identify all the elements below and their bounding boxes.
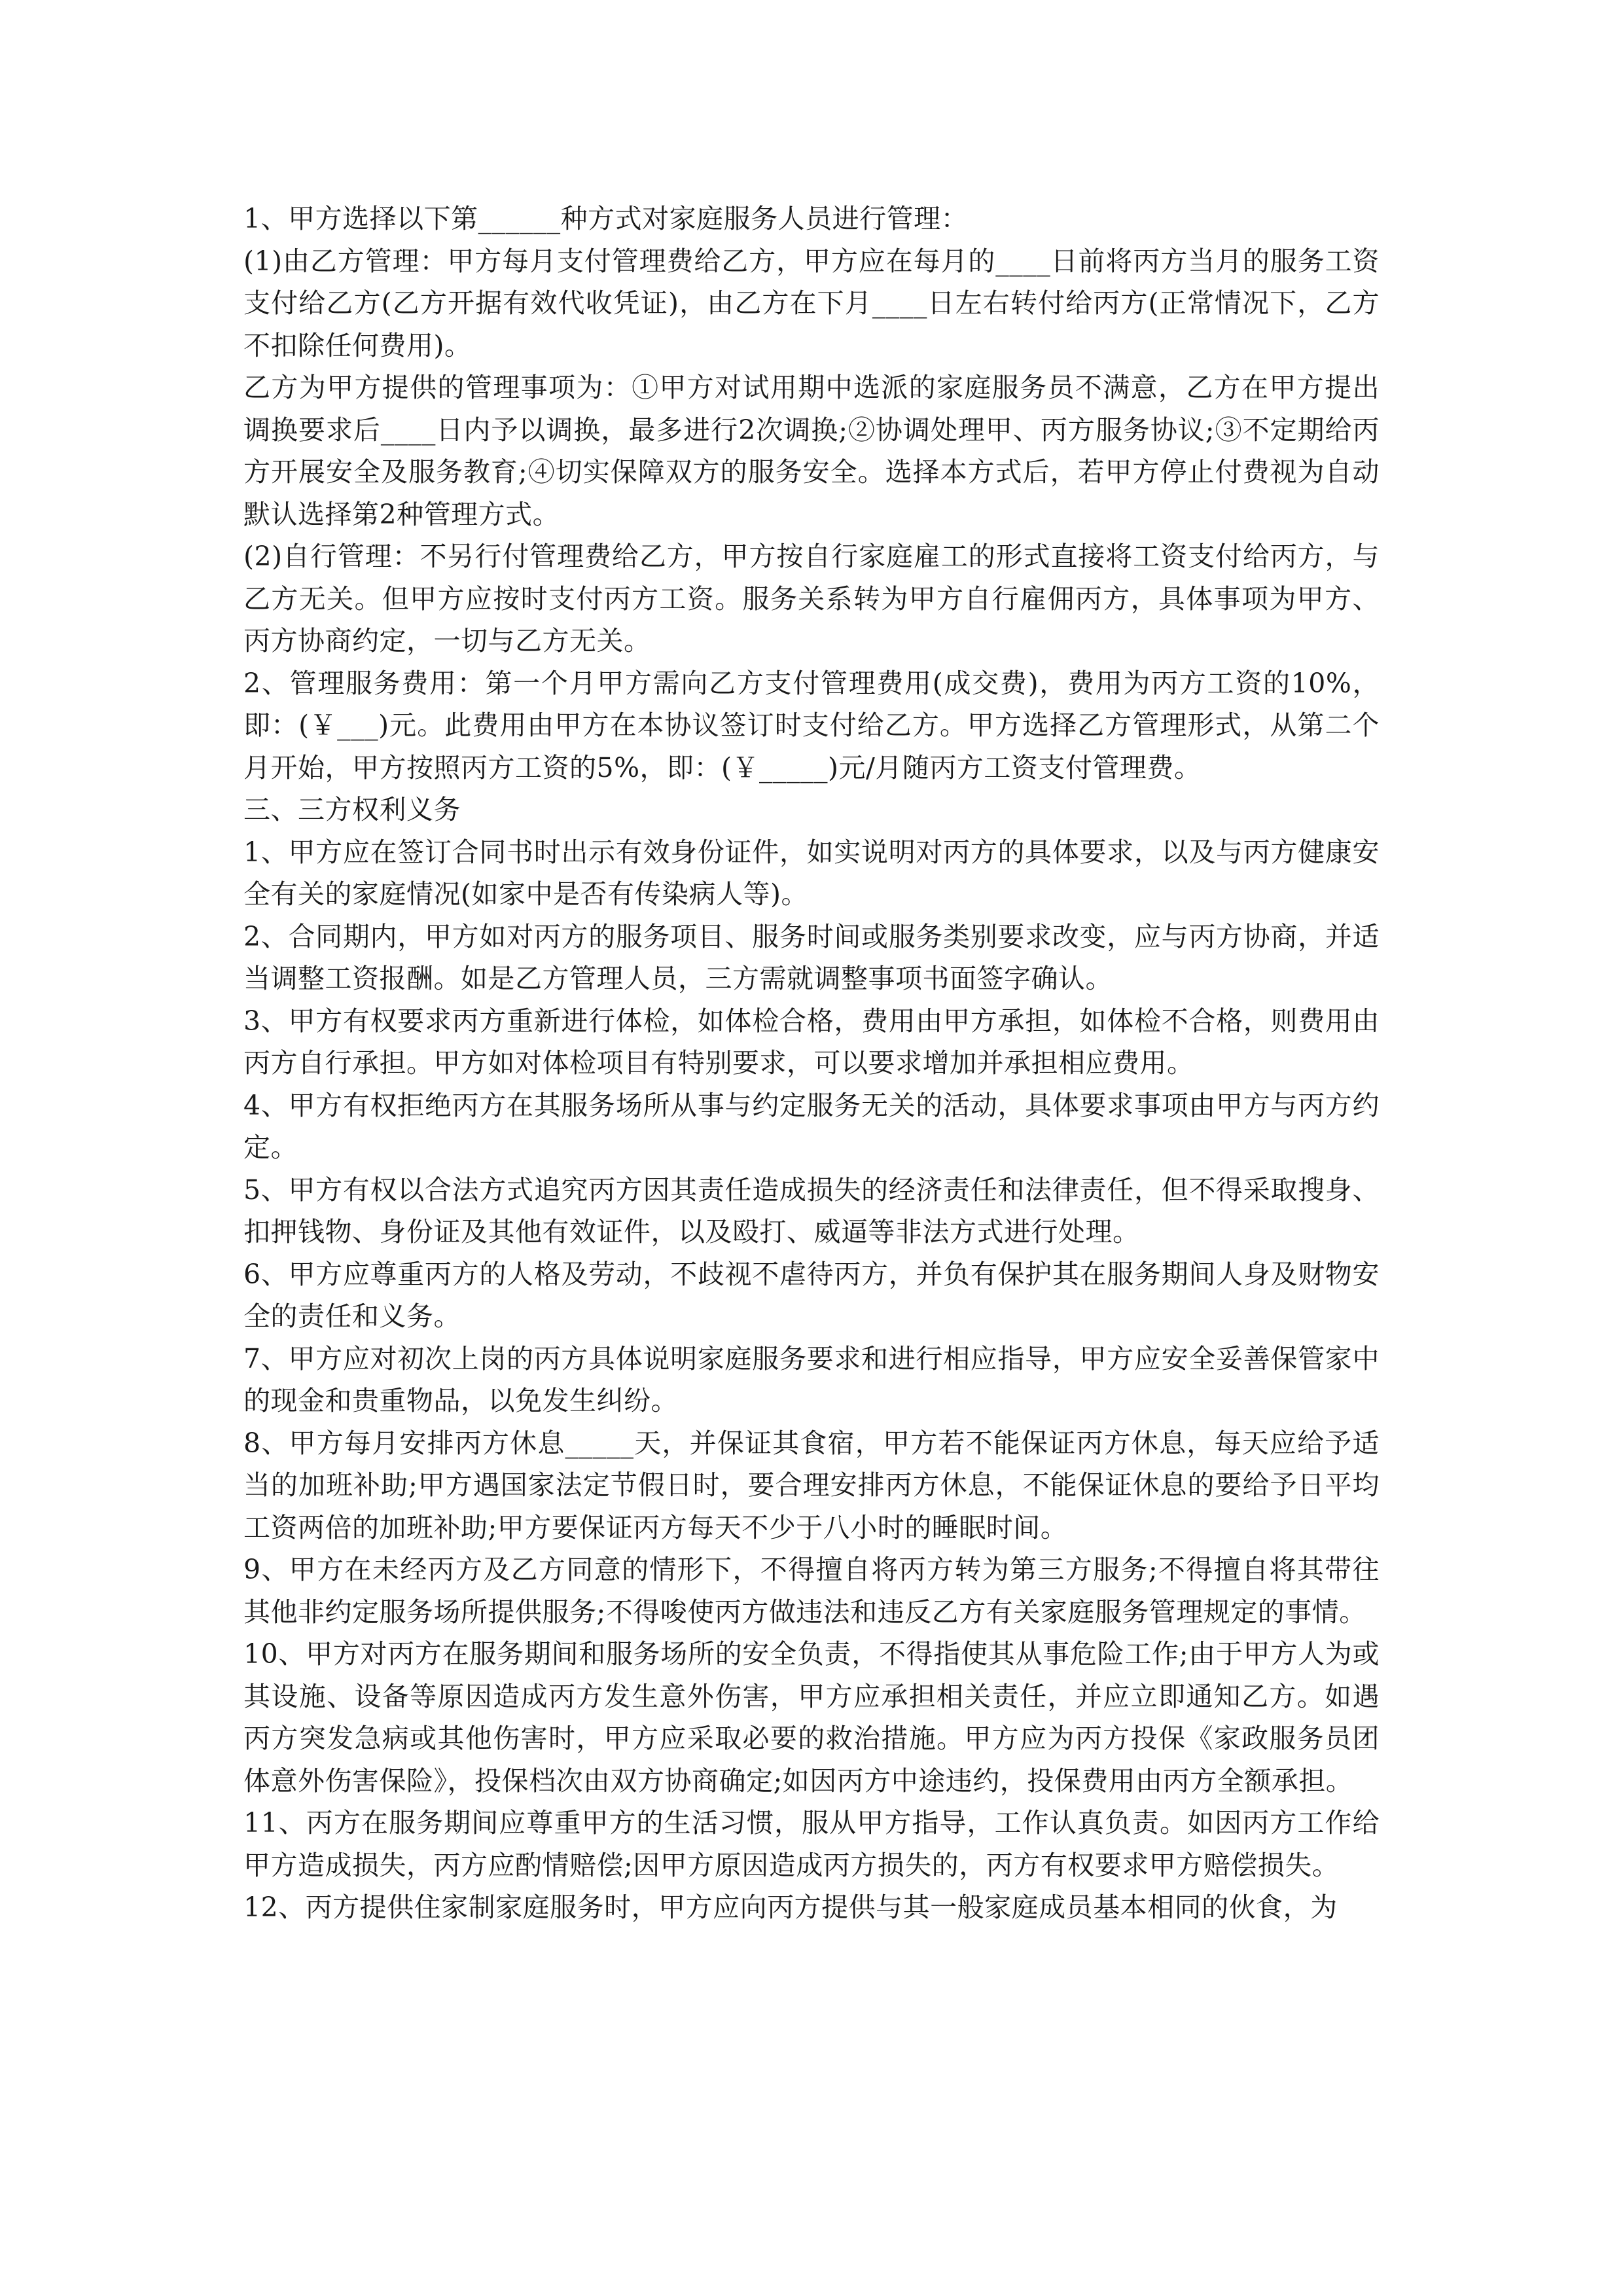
- clause-right-2: 2、合同期内，甲方如对丙方的服务项目、服务时间或服务类别要求改变，应与丙方协商，并适当调整工资报酬。如是乙方管理人员，三方需就调整事项书面签字确认。: [243, 920, 1380, 994]
- clause-right-12: 12、丙方提供住家制家庭服务时，甲方应向丙方提供与其一般家庭成员基本相同的伙食，为: [243, 1892, 1338, 1923]
- clause-right-4: 4、甲方有权拒绝丙方在其服务场所从事与约定服务无关的活动，具体要求事项由甲方与丙方约定。: [243, 1089, 1380, 1163]
- clause-right-7: 7、甲方应对初次上岗的丙方具体说明家庭服务要求和进行相应指导，甲方应安全妥善保管家中的现金和贵重物品，以免发生纠纷。: [243, 1342, 1380, 1416]
- clause-right-5: 5、甲方有权以合法方式追究丙方因其责任造成损失的经济责任和法律责任，但不得采取搜身、扣押钱物、身份证及其他有效证件，以及殴打、威逼等非法方式进行处理。: [243, 1174, 1380, 1247]
- clause-right-10: 10、甲方对丙方在服务期间和服务场所的安全负责，不得指使其从事危险工作;由于甲方人为或其设施、设备等原因造成丙方发生意外伤害，甲方应承担相关责任，并应立即通知乙方。如遇丙方突发急病或其他伤害时，甲方应采取必要的救治措施。甲方应为丙方投保《家政服务员团体意外伤害保险》，投保档次由双方协商确定;如因丙方中途违约，投保费用由丙方全额承担。: [243, 1638, 1380, 1797]
- section-heading-rights-obligations: 三、三方权利义务: [243, 794, 461, 825]
- clause-right-8: 8、甲方每月安排丙方休息_____天，并保证其食宿，甲方若不能保证丙方休息，每天应给予适当的加班补助;甲方遇国家法定节假日时，要合理安排丙方休息，不能保证休息的要给予日平均工资两倍的加班补助;甲方要保证丙方每天不少于八小时的睡眠时间。: [243, 1427, 1380, 1543]
- clause-right-11: 11、丙方在服务期间应尊重甲方的生活习惯，服从甲方指导，工作认真负责。如因丙方工作给甲方造成损失，丙方应酌情赔偿;因甲方原因造成丙方损失的，丙方有权要求甲方赔偿损失。: [243, 1807, 1380, 1881]
- clause-party-b-management-items: 乙方为甲方提供的管理事项为：①甲方对试用期中选派的家庭服务员不满意，乙方在甲方提出调换要求后____日内予以调换，最多进行2次调换;②协调处理甲、丙方服务协议;③不定期给丙方开展安全及服务教育;④切实保障双方的服务安全。选择本方式后，若甲方停止付费视为自动默认选择第2种管理方式。: [243, 372, 1380, 530]
- clause-right-1: 1、甲方应在签订合同书时出示有效身份证件，如实说明对丙方的具体要求，以及与丙方健康安全有关的家庭情况(如家中是否有传染病人等)。: [243, 836, 1380, 910]
- document-body: [243, 198, 1380, 1929]
- clause-right-9: 9、甲方在未经丙方及乙方同意的情形下，不得擅自将丙方转为第三方服务;不得擅自将其带往其他非约定服务场所提供服务;不得唆使丙方做违法和违反乙方有关家庭服务管理规定的事情。: [243, 1554, 1380, 1628]
- clause-right-6: 6、甲方应尊重丙方的人格及劳动，不歧视不虐待丙方，并负有保护其在服务期间人身及财物安全的责任和义务。: [243, 1258, 1380, 1332]
- clause-option-1-party-b-management: (1)由乙方管理：甲方每月支付管理费给乙方，甲方应在每月的____日前将丙方当月的服务工资支付给乙方(乙方开据有效代收凭证)，由乙方在下月____日左右转付给丙方(正常情况下，乙方不扣除任何费用)。: [243, 245, 1380, 361]
- clause-management-choice: 1、甲方选择以下第______种方式对家庭服务人员进行管理：: [243, 203, 969, 234]
- clause-right-3: 3、甲方有权要求丙方重新进行体检，如体检合格，费用由甲方承担，如体检不合格，则费用由丙方自行承担。甲方如对体检项目有特别要求，可以要求增加并承担相应费用。: [243, 1005, 1380, 1079]
- clause-management-fee: 2、管理服务费用：第一个月甲方需向乙方支付管理费用(成交费)，费用为丙方工资的10%，即：(￥___)元。此费用由甲方在本协议签订时支付给乙方。甲方选择乙方管理形式，从第二个月开始，甲方按照丙方工资的5%，即：(￥_____)元/月随丙方工资支付管理费。: [243, 667, 1380, 783]
- clause-option-2-self-management: (2)自行管理：不另行付管理费给乙方，甲方按自行家庭雇工的形式直接将工资支付给丙方，与乙方无关。但甲方应按时支付丙方工资。服务关系转为甲方自行雇佣丙方，具体事项为甲方、丙方协商约定，一切与乙方无关。: [243, 541, 1380, 656]
